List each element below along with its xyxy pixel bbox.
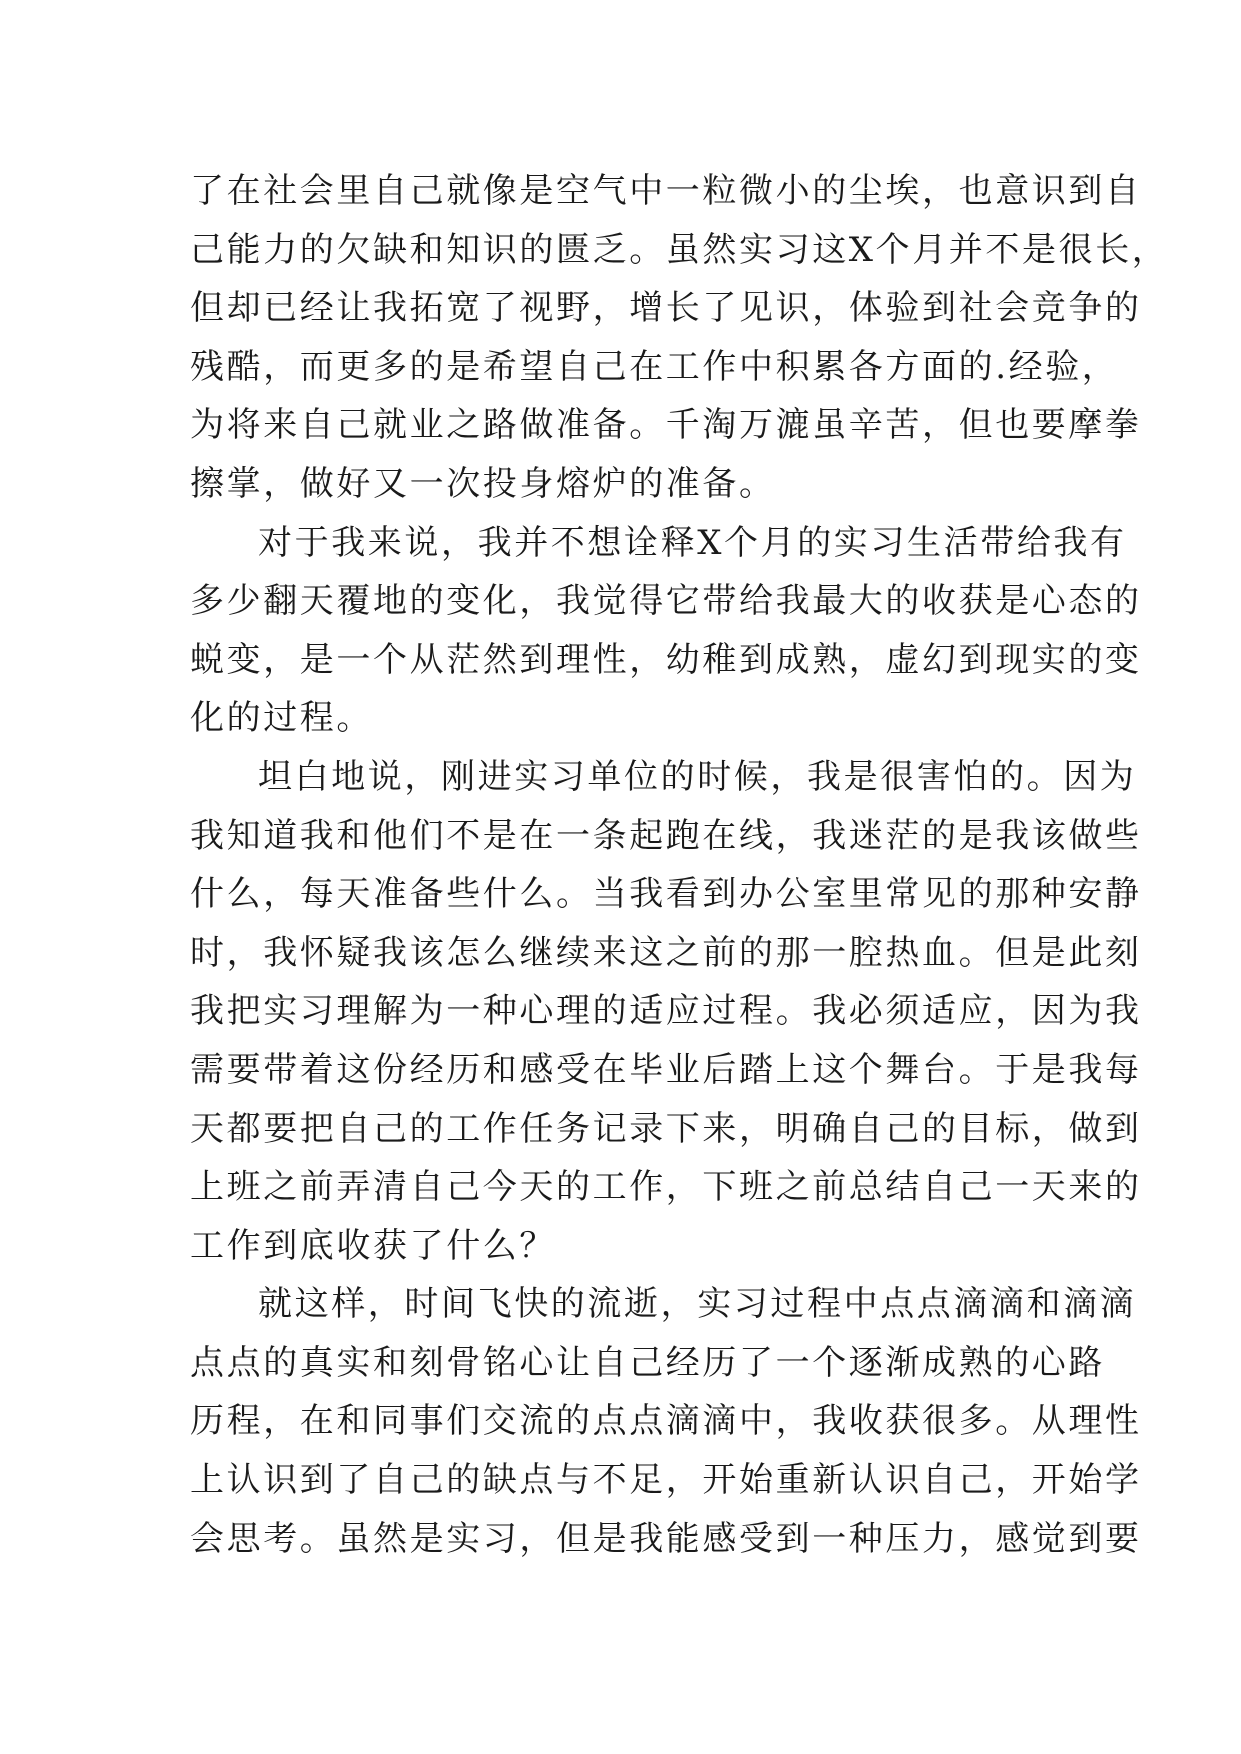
text-line: 上认识到了自己的缺点与不足，开始重新认识自己，开始学	[190, 1460, 1142, 1501]
text-line: 了在社会里自己就像是空气中一粒微小的尘埃，也意识到自	[190, 171, 1142, 211]
text-line: 我知道我和他们不是在一条起跑在线，我迷茫的是我该做些	[190, 815, 1142, 856]
text-line: 为将来自己就业之路做准备。千淘万漉虽辛苦，但也要摩拳	[190, 405, 1142, 446]
text-line: 蜕变，是一个从茫然到理性，幼稚到成熟，虚幻到现实的变	[190, 639, 1142, 680]
text-line: 上班之前弄清自己今天的工作，下班之前总结自己一天来的	[190, 1167, 1142, 1208]
text-line: 对于我来说，我并不想诠释X个月的实习生活带给我有	[258, 522, 1127, 563]
text-line: 化的过程。	[190, 698, 373, 739]
text-line: 我把实习理解为一种心理的适应过程。我必须适应，因为我	[190, 991, 1142, 1032]
text-line: 残酷，而更多的是希望自己在工作中积累各方面的.经验，	[190, 346, 1119, 387]
text-line: 就这样，时间飞快的流逝，实习过程中点点滴滴和滴滴	[258, 1284, 1137, 1325]
text-line: 需要带着这份经历和感受在毕业后踏上这个舞台。于是我每	[190, 1049, 1142, 1090]
text-line: 但却已经让我拓宽了视野，增长了见识，体验到社会竞争的	[190, 288, 1142, 329]
text-line: 会思考。虽然是实习，但是我能感受到一种压力，感觉到要	[190, 1518, 1142, 1559]
text-line: 什么，每天准备些什么。当我看到办公室里常见的那种安静	[190, 874, 1142, 915]
body-text	[190, 162, 1169, 1568]
text-line: 擦掌，做好又一次投身熔炉的准备。	[190, 463, 776, 504]
text-line: 坦白地说，刚进实习单位的时候，我是很害怕的。因为	[258, 756, 1137, 797]
text-line: 天都要把自己的工作任务记录下来，明确自己的目标，做到	[190, 1108, 1142, 1149]
text-line: 多少翻天覆地的变化，我觉得它带给我最大的收获是心态的	[190, 581, 1142, 622]
text-line: 己能力的欠缺和知识的匮乏。虽然实习这X个月并不是很长，	[190, 229, 1169, 270]
text-line: 时，我怀疑我该怎么继续来这之前的那一腔热血。但是此刻	[190, 932, 1142, 973]
text-line: 工作到底收获了什么？	[190, 1225, 556, 1266]
text-line: 点点的真实和刻骨铭心让自己经历了一个逐渐成熟的心路	[190, 1342, 1105, 1383]
text-line: 历程，在和同事们交流的点点滴滴中，我收获很多。从理性	[190, 1401, 1142, 1442]
